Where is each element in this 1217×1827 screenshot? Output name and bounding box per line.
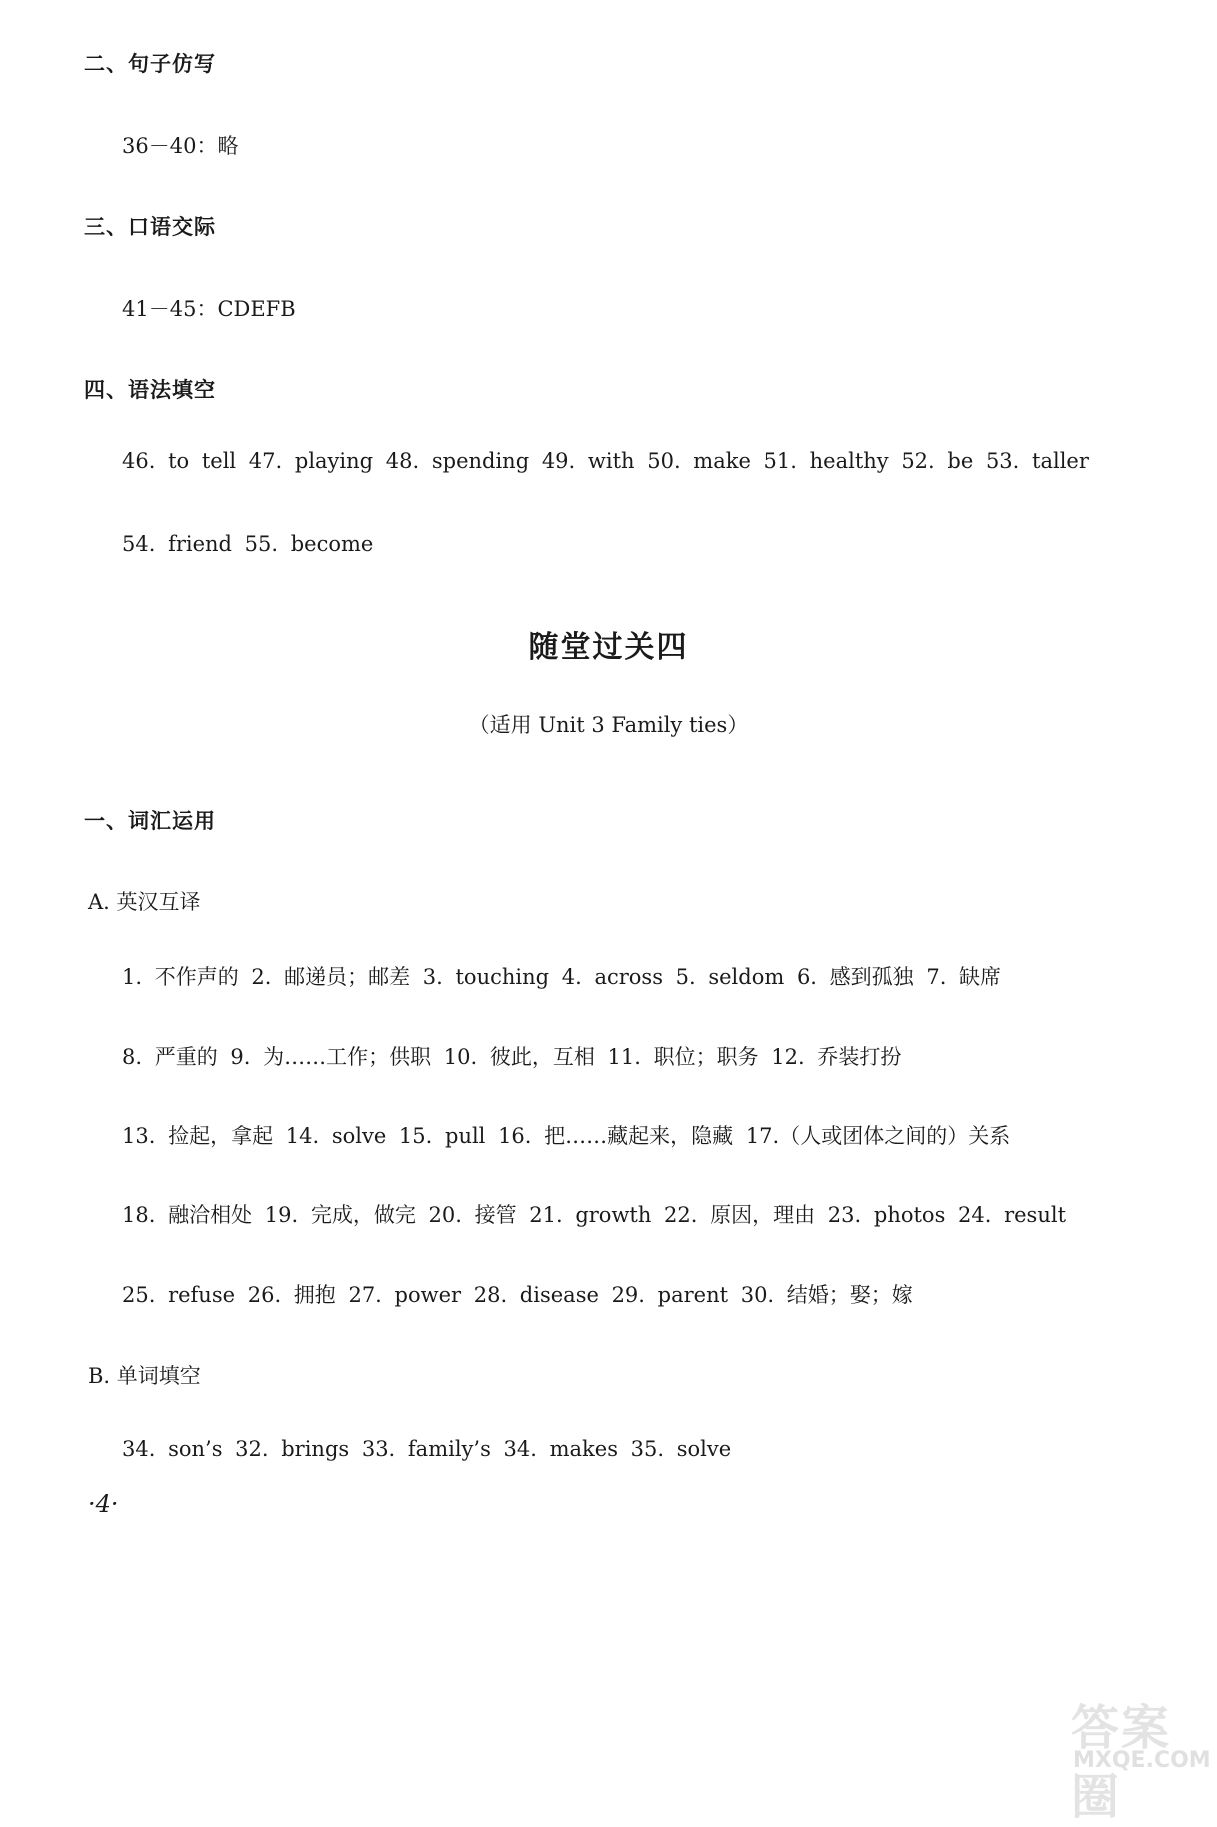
part-1a-answers-line-2: 8. 严重的 9. 为……工作；供职 10. 彼此，互相 11. 职位；职务 12. 乔装打扮	[122, 1045, 902, 1069]
section-3-heading: 三、口语交际	[84, 215, 216, 239]
watermark-url: MXQE.COM	[1073, 1748, 1211, 1773]
part-1a-answers-line-3: 13. 捡起，拿起 14. solve 15. pull 16. 把……藏起来，隐藏 17.（人或团体之间的）关系	[122, 1124, 1011, 1148]
part-1a-answers-line-5: 25. refuse 26. 拥抱 27. power 28. disease 29. parent 30. 结婚；娶；嫁	[122, 1283, 913, 1307]
section-4-heading: 四、语法填空	[84, 378, 216, 402]
part-1b-answers: 34. son’s 32. brings 33. family’s 34. makes 35. solve	[122, 1437, 732, 1461]
section-3-answer: 41－45：CDEFB	[122, 297, 296, 321]
section-2-answer: 36－40：略	[122, 134, 239, 158]
part-1-heading: 一、词汇运用	[84, 809, 216, 833]
section-2-heading: 二、句子仿写	[84, 52, 216, 76]
quiz-subtitle: （适用 Unit 3 Family ties）	[468, 713, 749, 737]
part-1b-heading: B. 单词填空	[88, 1364, 201, 1388]
watermark-logo	[1067, 1685, 1211, 1825]
quiz-title: 随堂过关四	[528, 630, 689, 665]
watermark-text: 答案圈	[1071, 1700, 1172, 1825]
part-1a-answers-line-1: 1. 不作声的 2. 邮递员；邮差 3. touching 4. across 5. seldom 6. 感到孤独 7. 缺席	[122, 965, 1002, 989]
section-4-answers-line-2: 54. friend 55. become	[122, 532, 374, 556]
part-1a-answers-line-4: 18. 融洽相处 19. 完成，做完 20. 接管 21. growth 22. 原因，理由 23. photos 24. result	[122, 1203, 1067, 1227]
page-number: ·4·	[88, 1490, 119, 1518]
section-4-answers-line-1: 46. to tell 47. playing 48. spending 49. with 50. make 51. healthy 52. be 53. taller	[122, 449, 1089, 473]
part-1a-heading: A. 英汉互译	[88, 890, 201, 914]
